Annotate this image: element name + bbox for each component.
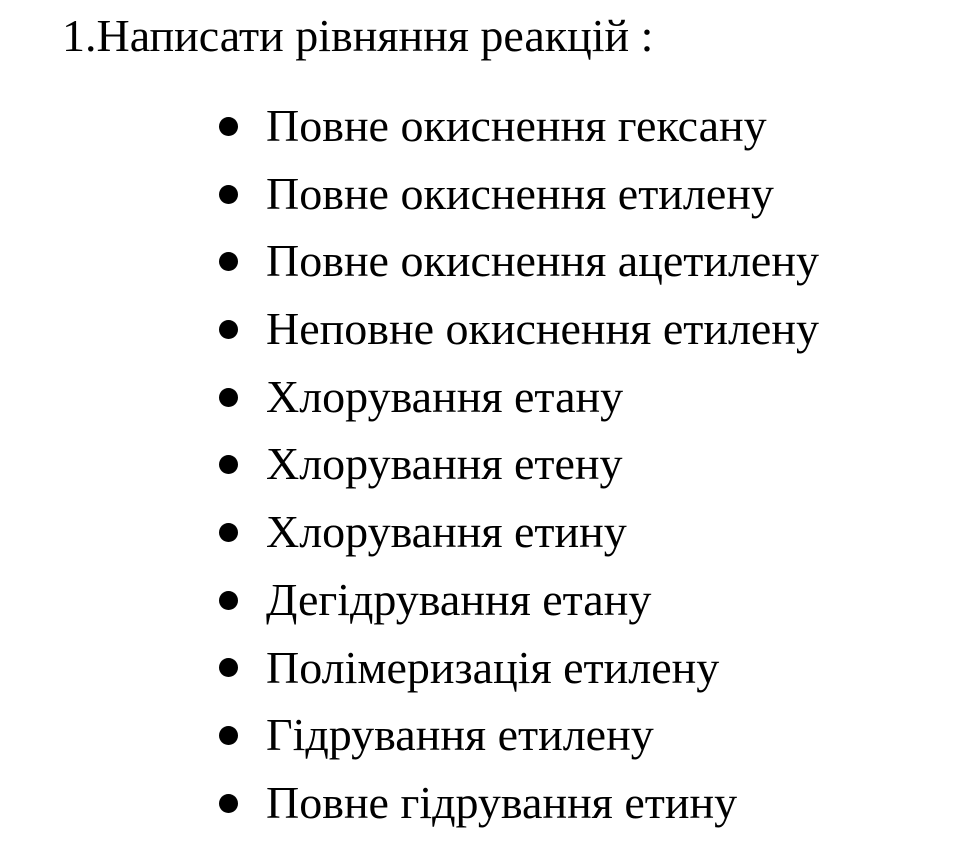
list-item-text: Хлорування етену [266,438,623,490]
bullet-icon [219,185,238,204]
list-item-text: Хлорування етану [266,370,624,422]
bullet-icon [219,320,238,339]
bullet-icon [219,523,238,542]
list-item-text: Повне окиснення гексану [266,100,767,151]
bullet-icon [219,252,238,271]
list-item-text: Повне окиснення етилену [266,167,774,219]
list-item-text: Хлорування етину [266,506,627,558]
bullet-icon [219,117,238,136]
bullet-icon [219,726,238,745]
bullet-icon [219,388,238,407]
list-item-text: Дегідрування етану [266,573,652,625]
list-item-text: Повне окиснення ацетилену [266,235,819,287]
bullet-icon [219,591,238,610]
bullet-icon [219,794,238,813]
bullet-icon [219,658,238,677]
list-item-text: Повне гідрування етину [266,776,738,828]
list-item-text: Полімеризація етилену [266,641,720,693]
bullet-icon [219,455,238,474]
list-item-text: Гідрування етилену [266,709,654,761]
task-heading: 1.Написати рівняння реакцій : [62,10,654,61]
list-item-text: Неповне окиснення етилену [266,303,819,355]
